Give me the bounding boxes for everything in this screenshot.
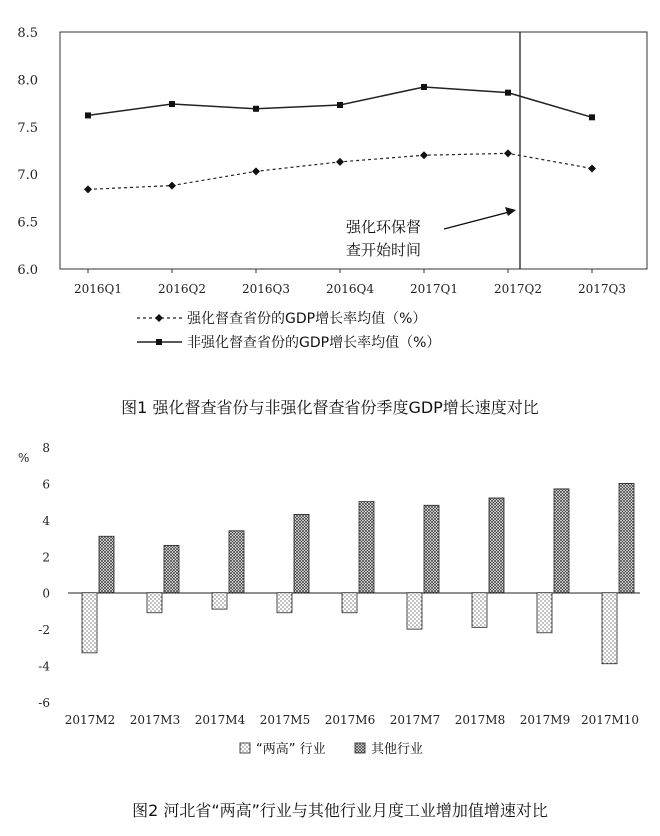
fig1-point-square [253, 106, 259, 112]
fig2-bar-other [489, 498, 504, 593]
fig2-x-tick-label: 2017M9 [519, 713, 571, 727]
fig2-bar-other [99, 536, 114, 592]
fig2-caption: 图2 河北省“两高”行业与其他行业月度工业增加值增速对比 [132, 801, 548, 820]
fig2-x-tick-label: 2017M2 [64, 713, 116, 727]
legend-label-two-high: “两高” 行业 [256, 742, 326, 757]
fig2-x-tick-label: 2017M4 [194, 713, 246, 727]
fig1-y-tick-label: 8.5 [17, 26, 38, 41]
fig2-y-tick-label: 0 [42, 586, 50, 601]
fig1-x-tick-label: 2016Q4 [325, 282, 375, 296]
fig1-y-tick-label: 7.5 [17, 120, 38, 136]
fig2-x-tick-label: 2017M6 [324, 713, 376, 727]
fig2-bar-two-high [212, 593, 227, 609]
fig2-y-tick-label: 4 [42, 513, 50, 528]
fig2-bar-two-high [277, 593, 292, 613]
fig1-y-tick-label: 6.5 [17, 215, 38, 231]
fig2-bar-other [619, 483, 634, 592]
legend-dots-swatch [240, 743, 250, 753]
fig2-bar-two-high [147, 593, 162, 613]
fig2-bar-other [164, 545, 179, 592]
fig1-series [84, 84, 596, 193]
annotation-line2: 查开始时间 [346, 241, 422, 259]
fig2-y-tick-label: 2 [42, 550, 50, 565]
fig2-x-tick-label: 2017M8 [454, 713, 506, 727]
fig1-x-tick-label: 2017Q3 [577, 282, 627, 296]
annotation-arrow [444, 212, 509, 229]
figure2 [18, 441, 640, 820]
fig2-bars [82, 483, 634, 663]
fig1-legend [137, 310, 440, 351]
fig1-point-diamond [336, 158, 344, 166]
fig2-x-axis-ticks [65, 713, 639, 727]
fig1-point-square [85, 112, 91, 118]
fig2-x-tick-label: 2017M5 [259, 713, 311, 727]
fig2-bar-two-high [537, 593, 552, 633]
fig2-y-tick-label: 8 [42, 441, 50, 455]
figure1 [17, 26, 647, 417]
fig1-point-square [169, 101, 175, 107]
fig1-caption: 图1 强化督查省份与非强化督查省份季度GDP增长速度对比 [121, 398, 539, 417]
fig2-legend [240, 741, 423, 757]
fig2-x-tick-label: 2017M7 [389, 713, 441, 727]
legend-square-marker [156, 339, 162, 345]
annotation-arrowhead [505, 207, 516, 216]
fig1-y-tick-label: 6.0 [17, 263, 38, 278]
fig1-y-tick-label: 8.0 [17, 73, 38, 89]
fig2-bar-other [359, 502, 374, 593]
legend-label-non-strengthened: 非强化督查省份的GDP增长率均值（%） [187, 335, 441, 351]
fig1-point-square [505, 90, 511, 96]
fig2-y-tick-label: 6 [42, 477, 50, 492]
legend-diamond-marker [155, 314, 163, 322]
fig2-y-tick-label: -2 [38, 623, 50, 638]
fig1-y-tick-label: 7.0 [17, 168, 38, 184]
fig2-x-tick-label: 2017M3 [129, 713, 181, 727]
legend-crosshatch-swatch [355, 743, 365, 753]
fig2-bar-other [424, 505, 439, 592]
fig1-y-axis-ticks [17, 26, 38, 278]
fig1-x-tick-label: 2017Q2 [493, 282, 543, 296]
fig1-point-diamond [252, 167, 260, 175]
legend-label-other: 其他行业 [371, 742, 424, 757]
fig2-bar-two-high [342, 593, 357, 613]
fig1-point-square [589, 114, 595, 120]
fig2-x-tick-label: 2017M10 [580, 713, 640, 727]
fig1-annotation [346, 207, 516, 259]
fig1-point-diamond [588, 165, 596, 173]
fig1-point-diamond [168, 182, 176, 190]
fig2-y-axis-ticks [38, 441, 50, 710]
fig2-bar-two-high [602, 593, 617, 664]
fig2-bar-other [229, 531, 244, 593]
fig2-bar-other [294, 514, 309, 592]
fig2-bar-two-high [407, 593, 422, 629]
fig2-bar-two-high [472, 593, 487, 628]
fig1-x-tick-label: 2016Q3 [241, 282, 291, 296]
fig2-bar-two-high [82, 593, 97, 653]
fig1-point-square [421, 84, 427, 90]
fig1-x-tick-label: 2016Q1 [73, 282, 123, 296]
fig2-y-tick-label: -6 [38, 696, 50, 710]
fig1-x-tick-label: 2016Q2 [157, 282, 207, 296]
fig2-y-tick-label: -4 [38, 659, 50, 674]
fig1-x-tick-label: 2017Q1 [409, 282, 459, 296]
fig1-x-axis-ticks [74, 269, 626, 296]
fig2-bar-other [554, 489, 569, 593]
annotation-line1: 强化环保督 [346, 218, 422, 236]
fig2-y-unit: % [18, 451, 30, 465]
fig1-point-diamond [420, 151, 428, 159]
fig1-point-square [337, 102, 343, 108]
legend-label-strengthened: 强化督查省份的GDP增长率均值（%） [187, 311, 427, 327]
fig1-point-diamond [504, 149, 512, 157]
fig1-point-diamond [84, 185, 92, 193]
